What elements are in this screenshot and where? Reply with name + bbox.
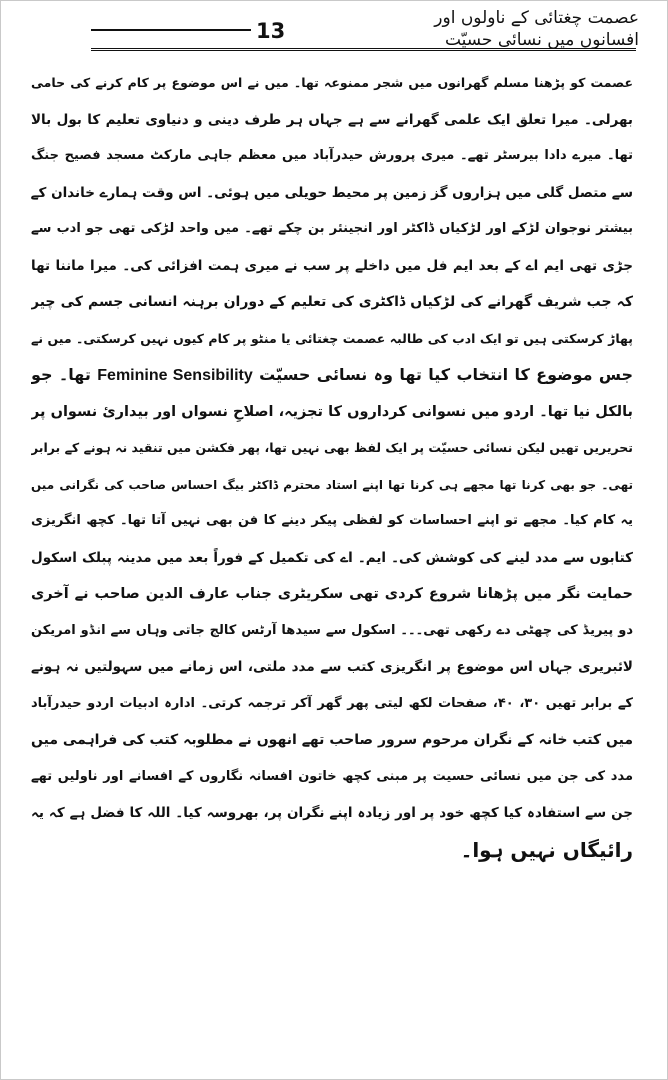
text-line: جڑی تھی ایم اے کے بعد ایم فل میں داخلے پر سب نے میری ہمت افزائی کی۔ میرا ماننا تھا <box>31 257 633 274</box>
text-line: میں کتب خانہ کے نگران مرحوم سرور صاحب تھے انھوں نے مطلوبہ کتب کی فراہمی میں <box>31 732 633 748</box>
text-line: عصمت کو پڑھنا مسلم گھرانوں میں شجر ممنوعہ تھا۔ میں نے اس موضوع پر کام کرنے کی حامی <box>31 75 633 90</box>
text-line: کے برابر تھیں ۳۰، ۴۰، صفحات لکھ لیتی پھر گھر آکر ترجمہ کرتی۔ ادارہ ادبیات اردو حیدرآباد <box>31 695 633 711</box>
body-text <box>31 65 633 868</box>
text-line-last: رائیگاں نہیں ہوا۔ <box>460 837 633 862</box>
header-rule-short <box>91 29 251 31</box>
text-line: حمایت نگر میں پڑھانا شروع کردی تھی سکریٹری جناب عارف الدین صاحب نے آخری <box>31 586 633 602</box>
text-line: تحریریں تھیں لیکن نسائی حسیّت پر ایک لفظ بھی نہیں تھا، پھر فکشن میں تنقید نہ ہونے کے برابر <box>31 440 633 455</box>
text-line: جن سے استفادہ کیا کچھ خود پر اور زیادہ اپنے نگران پر، بھروسہ کیا۔ اللہ کا فضل ہے کہ یہ <box>31 805 633 821</box>
text-line: کتابوں سے مدد لینے کی کوشش کی۔ ایم۔ اے کی تکمیل کے فوراً بعد میں مدینہ پبلک اسکول <box>31 549 633 566</box>
running-title-line-2: افسانوں میں نسائی حسیّت <box>444 30 639 50</box>
text-line-start: جس موضوع کا انتخاب کیا تھا وہ نسائی حسیّت <box>259 365 633 384</box>
text-line: سے متصل گلی میں ہزاروں گز زمین پر محیط حویلی میں ہوئی۔ اس وقت ہمارے خاندان کے <box>31 184 633 201</box>
text-line: تھا۔ میرے دادا بیرسٹر تھے۔ میری پرورش حیدرآباد میں معظم جاہی مارکٹ مسجد فصیح جنگ <box>31 148 633 163</box>
text-line: دو پیریڈ کی چھٹی دے رکھی تھی۔۔۔ اسکول سے سیدھا آرٹس کالج جاتی وہاں سے انڈو امریکن <box>31 622 633 638</box>
page-header <box>1 1 668 63</box>
text-line: یہ کام کیا۔ مجھے تو اپنے احساسات کو لفظی پیکر دینے کا فن بھی نہیں آتا تھا۔ کچھ انگریزی <box>31 513 633 528</box>
text-line: پھاڑ کرسکتی ہیں تو ایک ادب کی طالبہ عصمت چغتائی یا منٹو پر کام کیوں نہیں کرسکتی۔ میں نے <box>31 330 633 346</box>
english-term: Feminine Sensibility <box>97 367 253 384</box>
text-line: کہ جب شریف گھرانے کی لڑکیاں ڈاکٹری کی تعلیم کے دوران برہنہ انسانی جسم کی چیر <box>31 294 633 310</box>
text-line-mixed <box>31 357 633 394</box>
text-line: بالکل نیا تھا۔ اردو میں نسوانی کرداروں کا تجزیہ، اصلاحِ نسواں اور بیداریٔ نسواں پر <box>31 403 633 420</box>
text-line: بھرلی۔ میرا تعلق ایک علمی گھرانے سے ہے جہاں ہر طرف دینی و دنیاوی تعلیم کا بول بالا <box>31 111 633 128</box>
running-title <box>389 7 639 51</box>
text-line: تھی۔ جو بھی کرنا تھا مجھے ہی کرنا تھا اپنے استاد محترم ڈاکٹر بیگ احساس صاحب کی نگرانی میں <box>31 477 633 492</box>
text-line-end: تھا۔ جو <box>31 365 91 384</box>
text-line: لائبریری جہاں اس موضوع پر انگریزی کتب سے مدد ملتی، اس زمانے میں سہولتیں نہ ہونے <box>31 659 633 675</box>
text-line: مدد کی جن میں نسائی حسیت پر مبنی کچھ خاتون افسانہ نگاروں کے افسانے اور ناولیں تھے <box>31 768 633 784</box>
running-title-line-1: عصمت چغتائی کے ناولوں اور <box>434 8 639 28</box>
header-rule-long <box>91 48 636 51</box>
page-number: 13 <box>256 19 286 43</box>
text-line: بیشتر نوجوان لڑکے اور لڑکیاں ڈاکٹر اور انجینئر بن چکے تھے۔ میں واحد لڑکی تھی جو ادب سے <box>31 221 633 236</box>
